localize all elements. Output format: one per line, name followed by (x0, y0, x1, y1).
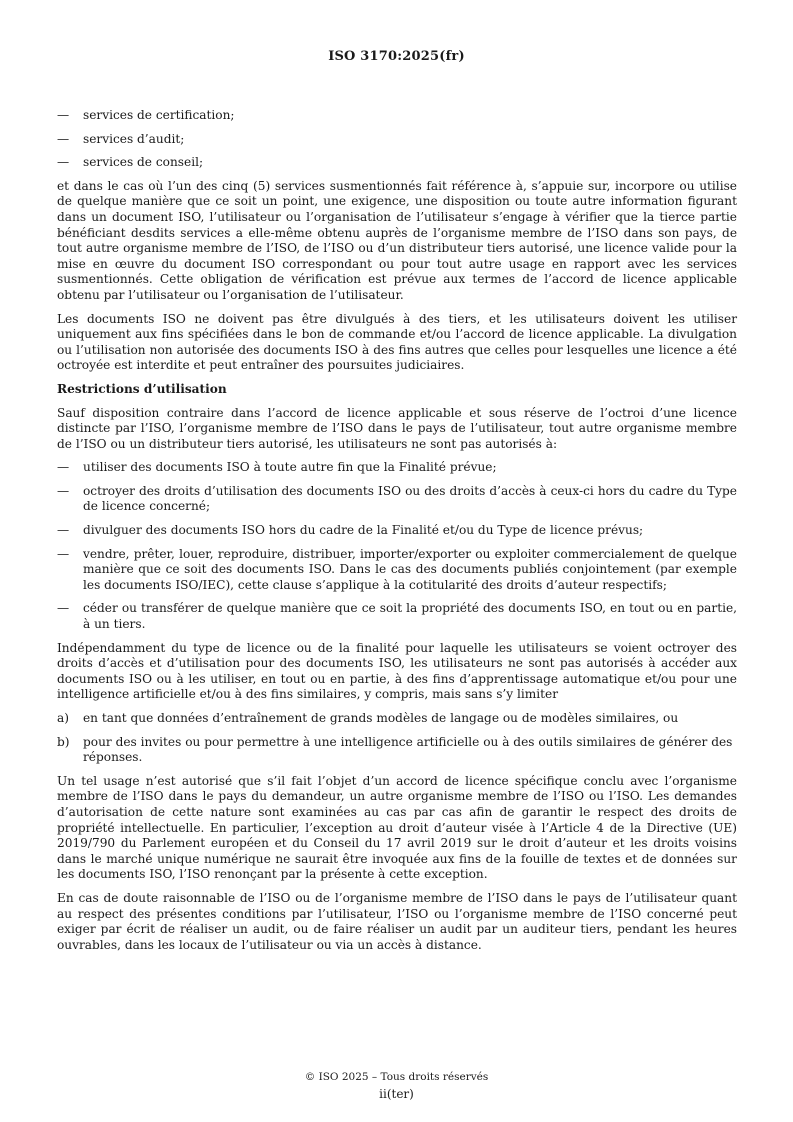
paragraph-licence-agreement: Un tel usage n’est autorisé que s’il fait l’objet d’un accord de licence spécifique conclu avec l’organisme membre de l’ISO dans le pays du demandeur, un autre organisme membre de l’ISO ou l’ISO. Les demandes d’autorisation de cette nature sont examinées au cas par cas afin de garantir le respect des droits de propriété intellectuelle. En particulier, l’exception au droit d’auteur visée à l’Article 4 de la Directive (UE) 2019/790 du Parlement européen et du Conseil du 17 avril 2019 sur le droit d’auteur et les droits voisins dans le marché unique numérique ne saurait être invoquée aux fins de la fouille de textes et de données sur les documents ISO, l’ISO renonçant par la présente à cette exception. (57, 773, 737, 882)
list-item-text: services d’audit; (83, 131, 185, 146)
list-marker: — (57, 483, 70, 498)
list-item-text: utiliser des documents ISO à toute autre fin que la Finalité prévue; (83, 460, 497, 475)
list-marker: — (57, 523, 70, 538)
page-content (57, 108, 737, 961)
footer-copyright: © ISO 2025 – Tous droits réservés (304, 1071, 489, 1083)
list-item-text: divulguer des documents ISO hors du cadre de la Finalité et/ou du Type de licence prévus; (83, 523, 644, 538)
footer-page-number: ii(ter) (379, 1087, 414, 1101)
list-item-text: en tant que données d’entraînement de grands modèles de langage ou de modèles similaires, ou (83, 711, 679, 725)
list-item-text: octroyer des droits d’utilisation des documents ISO ou des droits d’accès à ceux-ci hors du cadre du Type de licence concerné; (83, 483, 737, 514)
paragraph-restrictions-intro: Sauf disposition contraire dans l’accord de licence applicable et sous réserve de l’octroi d’une licence distincte par l’ISO, l’organisme membre de l’ISO dans le pays de l’utilisateur, tout autre organisme membre de l’ISO ou un distributeur tiers autorisé, les utilisateurs ne sont pas autorisés à: (57, 405, 737, 451)
paragraph-audit: En cas de doute raisonnable de l’ISO ou de l’organisme membre de l’ISO dans le pays de l’utilisateur quant au respect des présentes conditions par l’utilisateur, l’ISO ou l’organisme membre de l’ISO concerné peut exiger par écrit de réaliser un audit, ou de faire réaliser un audit par un auditeur tiers, pendant les heures ouvrables, dans les locaux de l’utilisateur ou via un accès à distance. (57, 890, 737, 952)
list-marker: — (57, 108, 70, 122)
list-item-text: services de certification; (83, 108, 235, 122)
paragraph-ai-restriction: Indépendamment du type de licence ou de la finalité pour laquelle les utilisateurs se voient octroyer des droits d’accès et d’utilisation pour des documents ISO, les utilisateurs ne sont pas autorisés à accéder aux documents ISO ou à les utiliser, en tout ou en partie, à des fins d’apprentissage automatique et/ou pour une intelligence artificielle et/ou à des fins similaires, y compris, mais sans s’y limiter (57, 640, 737, 702)
list-item (57, 735, 737, 766)
list-item (57, 523, 737, 539)
list-marker: — (57, 155, 70, 170)
list-marker: b) (57, 734, 70, 749)
list-item (57, 108, 737, 124)
list-marker: — (57, 460, 70, 475)
list-marker: — (57, 546, 70, 561)
list-item (57, 547, 737, 594)
list-marker: — (57, 131, 70, 146)
list-marker: a) (57, 711, 69, 725)
list-item-text: pour des invites ou pour permettre à une intelligence artificielle ou à des outils similaires de générer des réponses. (83, 734, 733, 765)
list-item (57, 460, 737, 476)
list-item-text: vendre, prêter, louer, reproduire, distribuer, importer/exporter ou exploiter commercialement de quelque manière que ce soit des documents ISO. Dans le cas des documents publiés conjointement (par exemple les documents ISO/IEC), cette clause s’applique à la cotitularité des droits d’auteur respectifs; (83, 546, 737, 592)
list-item (57, 711, 737, 727)
list-item (57, 484, 737, 515)
section-heading: Restrictions d’utilisation (57, 381, 227, 396)
paragraph-disclosure: Les documents ISO ne doivent pas être divulgués à des tiers, et les utilisateurs doivent les utiliser uniquement aux fins spécifiées dans le bon de commande et/ou l’accord de licence applicable. La divulgation ou l’utilisation non autorisée des documents ISO à des fins autres que celles pour lesquelles une licence a été octroyée est interdite et peut entraîner des poursuites judiciaires. (57, 311, 737, 373)
list-item-text: services de conseil; (83, 155, 204, 170)
list-item-text: céder ou transférer de quelque manière que ce soit la propriété des documents ISO, en tout ou en partie, à un tiers. (83, 601, 737, 632)
list-item (57, 155, 737, 171)
page-header: ISO 3170:2025(fr) (328, 49, 465, 64)
list-item (57, 601, 737, 632)
list-marker: — (57, 601, 70, 616)
list-item (57, 132, 737, 148)
paragraph-verification: et dans le cas où l’un des cinq (5) services susmentionnés fait référence à, s’appuie sur, incorpore ou utilise de quelque manière que ce soit un point, une exigence, une disposition ou toute autre information figurant dans un document ISO, l’utilisateur ou l’organisation de l’utilisateur s’engage à vérifier que la tierce partie bénéficiant desdits services a elle-même obtenu auprès de l’organisme membre de l’ISO dans son pays, de tout autre organisme membre de l’ISO, de l’ISO ou d’un distributeur tiers autorisé, une licence valide pour la mise en œuvre du document ISO correspondant ou pour tout autre usage en rapport avec les services susmentionnés. Cette obligation de vérification est prévue aux termes de l’accord de licence applicable obtenu par l’utilisateur ou l’organisation de l’utilisateur. (57, 178, 737, 302)
